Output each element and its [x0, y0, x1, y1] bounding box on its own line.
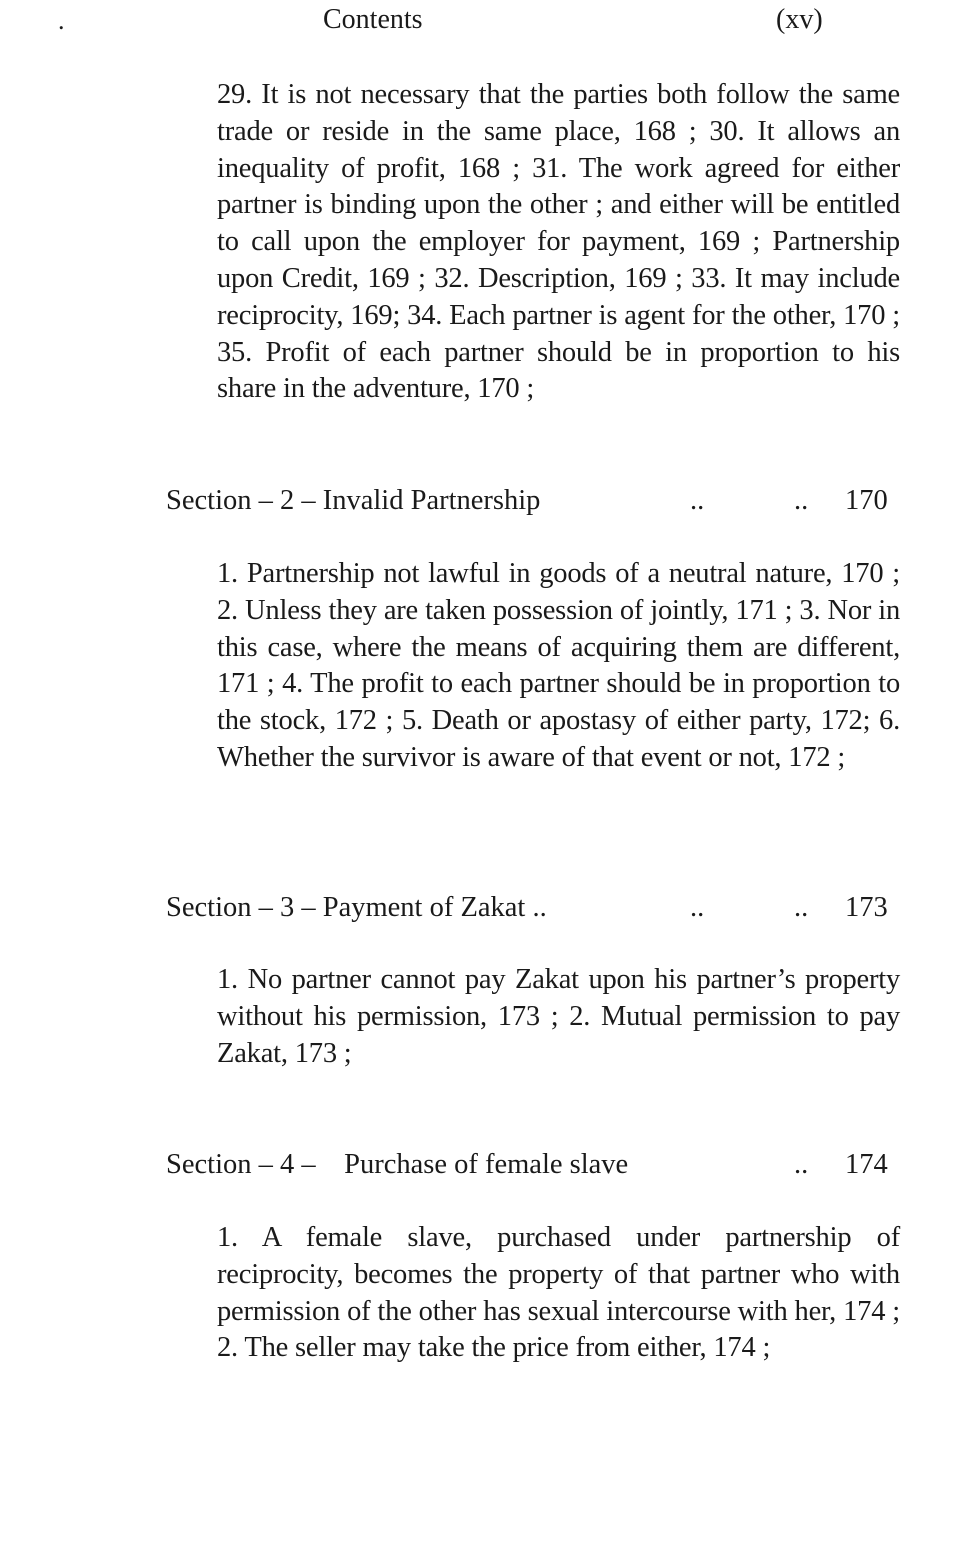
running-title: Contents: [323, 4, 423, 35]
leader-dots: ..: [794, 485, 809, 516]
section-page-number: 173: [845, 892, 888, 923]
section-body-4: 1. A female slave, purchased under partnership of reciprocity, becomes the property of that partner who with permission of the other has sexual intercourse with her, 174 ; 2. The seller may take the price from either, 174 ;: [217, 1222, 900, 1364]
section-title: Section – 2 – Invalid Partnership: [166, 485, 541, 516]
section-page-number: 170: [845, 485, 888, 516]
section-heading-3: [166, 889, 896, 927]
section-title: Section – 4 – Purchase of female slave: [166, 1149, 629, 1180]
section-body-3: 1. No partner cannot pay Zakat upon his partner’s property without his permission, 173 ; 2. Mutual permission to pay Zakat, 173 ;: [217, 964, 900, 1069]
intro-paragraph: 29. It is not necessary that the parties both follow the same trade or reside in the same place, 168 ; 30. It allows an inequality of profit, 168 ; 31. The work agreed for either partner is binding upon the other ; and either will be entitled to call upon the employer for payment, 169 ; Partnership upon Credit, 169 ; 32. Description, 169 ; 33. It may include reciprocity, 169; 34. Each partner is agent for the other, 170 ; 35. Profit of each partner should be in proportion to his share in the adventure, 170 ;: [217, 79, 900, 405]
stray-mark: .: [58, 6, 65, 35]
leader-dots: ..: [794, 1149, 809, 1180]
section-page-number: 174: [845, 1149, 888, 1180]
section-body-2: 1. Partnership not lawful in goods of a neutral nature, 170 ; 2. Unless they are taken possession of jointly, 171 ; 3. Nor in this case, where the means of acquiring them are different, 171 ; 4. The profit to each partner should be in proportion to the stock, 172 ; 5. Death or apostasy of either party, 172; 6. Whether the survivor is aware of that event or not, 172 ;: [217, 558, 900, 773]
leader-dots: ..: [690, 485, 705, 516]
leader-dots: ..: [794, 892, 809, 923]
leader-dots: ..: [690, 892, 705, 923]
section-title: Section – 3 – Payment of Zakat ..: [166, 892, 547, 923]
section-heading-4: [166, 1146, 896, 1184]
page-number: (xv): [776, 4, 823, 35]
page-header: [0, 4, 960, 40]
section-heading-2: [166, 482, 896, 520]
